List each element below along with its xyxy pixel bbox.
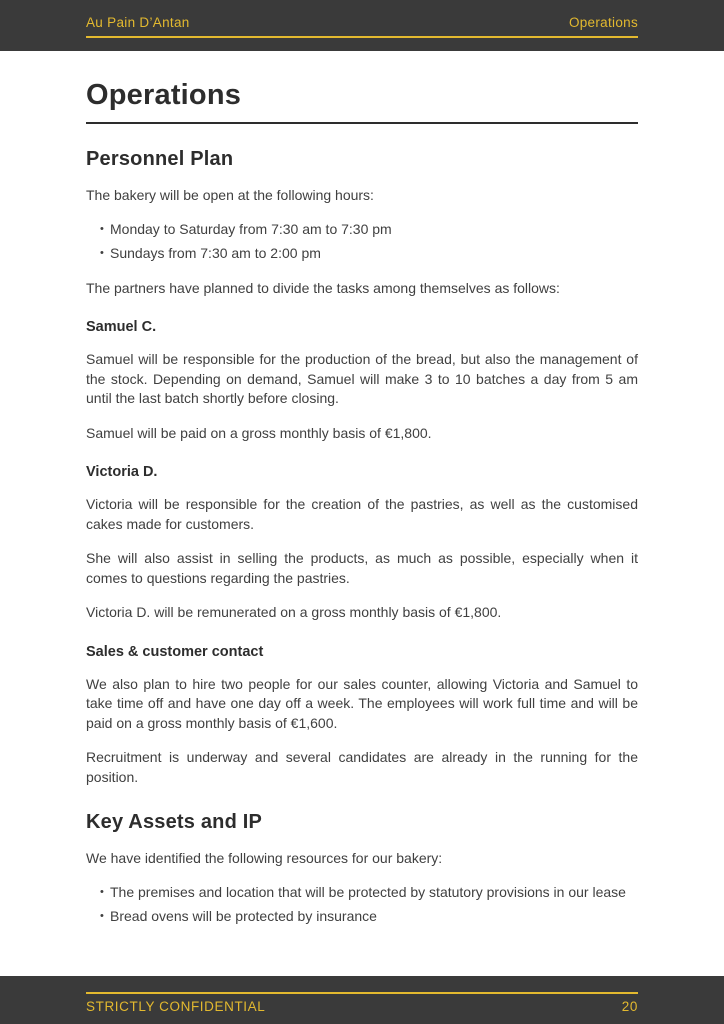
subheading-samuel: Samuel C.	[86, 319, 157, 335]
paragraph-samuel-pay: Samuel will be paid on a gross monthly basis of €1,800.	[86, 424, 432, 441]
paragraph-hiring-plan: We also plan to hire two people for our sales counter, allowing Victoria and Samuel to take time off and have one day off a week. The employees will work full time and will be paid on a gross monthly basis of €1,600.	[86, 675, 638, 731]
hours-list	[86, 220, 638, 264]
confidentiality-label: STRICTLY CONFIDENTIAL	[86, 999, 266, 1014]
paragraph-hours-intro: The bakery will be open at the following hours:	[86, 187, 374, 203]
subheading-victoria: Victoria D.	[86, 464, 158, 480]
section-heading-key-assets: Key Assets and IP	[86, 811, 263, 833]
page-header-bar	[0, 0, 724, 51]
paragraph-assets-intro: We have identified the following resources for our bakery:	[86, 850, 443, 866]
page-footer-inner	[86, 992, 638, 1014]
header-section-label: Operations	[568, 15, 638, 30]
list-item-hours-sundays: • Sundays from 7:30 am to 2:00 pm	[100, 244, 638, 264]
paragraph-task-division-intro: The partners have planned to divide the tasks among themselves as follows:	[86, 279, 560, 296]
document-body	[0, 51, 724, 927]
paragraph-victoria-sales-assist: She will also assist in selling the products, as much as possible, especially when it comes to questions regarding the pastries.	[86, 550, 638, 586]
list-item-bread-ovens: • Bread ovens will be protected by insurance	[100, 907, 638, 927]
paragraph-recruitment-status: Recruitment is underway and several candidates are already in the running for the position.	[86, 749, 638, 785]
page-number: 20	[621, 999, 638, 1014]
page-title: Operations	[86, 79, 638, 124]
paragraph-samuel-duties: Samuel will be responsible for the production of the bread, but also the management of the stock. Depending on demand, Samuel will make 3 to 10 batches a day from 5 am until the last batch shortly before closing.	[86, 351, 638, 406]
paragraph-victoria-pay: Victoria D. will be remunerated on a gross monthly basis of €1,800.	[86, 604, 502, 620]
paragraph-victoria-duties: Victoria will be responsible for the creation of the pastries, as well as the customised cakes made for customers.	[86, 496, 638, 532]
page-header-inner	[86, 0, 638, 38]
subheading-sales-customer-contact: Sales & customer contact	[86, 643, 264, 660]
page-footer-bar	[0, 976, 724, 1024]
assets-list	[86, 883, 638, 927]
list-item-premises: • The premises and location that will be protected by statutory provisions in our lease	[100, 883, 638, 903]
header-brand: Au Pain D’Antan	[86, 15, 190, 30]
list-item-hours-weekdays: • Monday to Saturday from 7:30 am to 7:30 pm	[100, 220, 638, 240]
section-heading-personnel-plan: Personnel Plan	[86, 148, 234, 170]
